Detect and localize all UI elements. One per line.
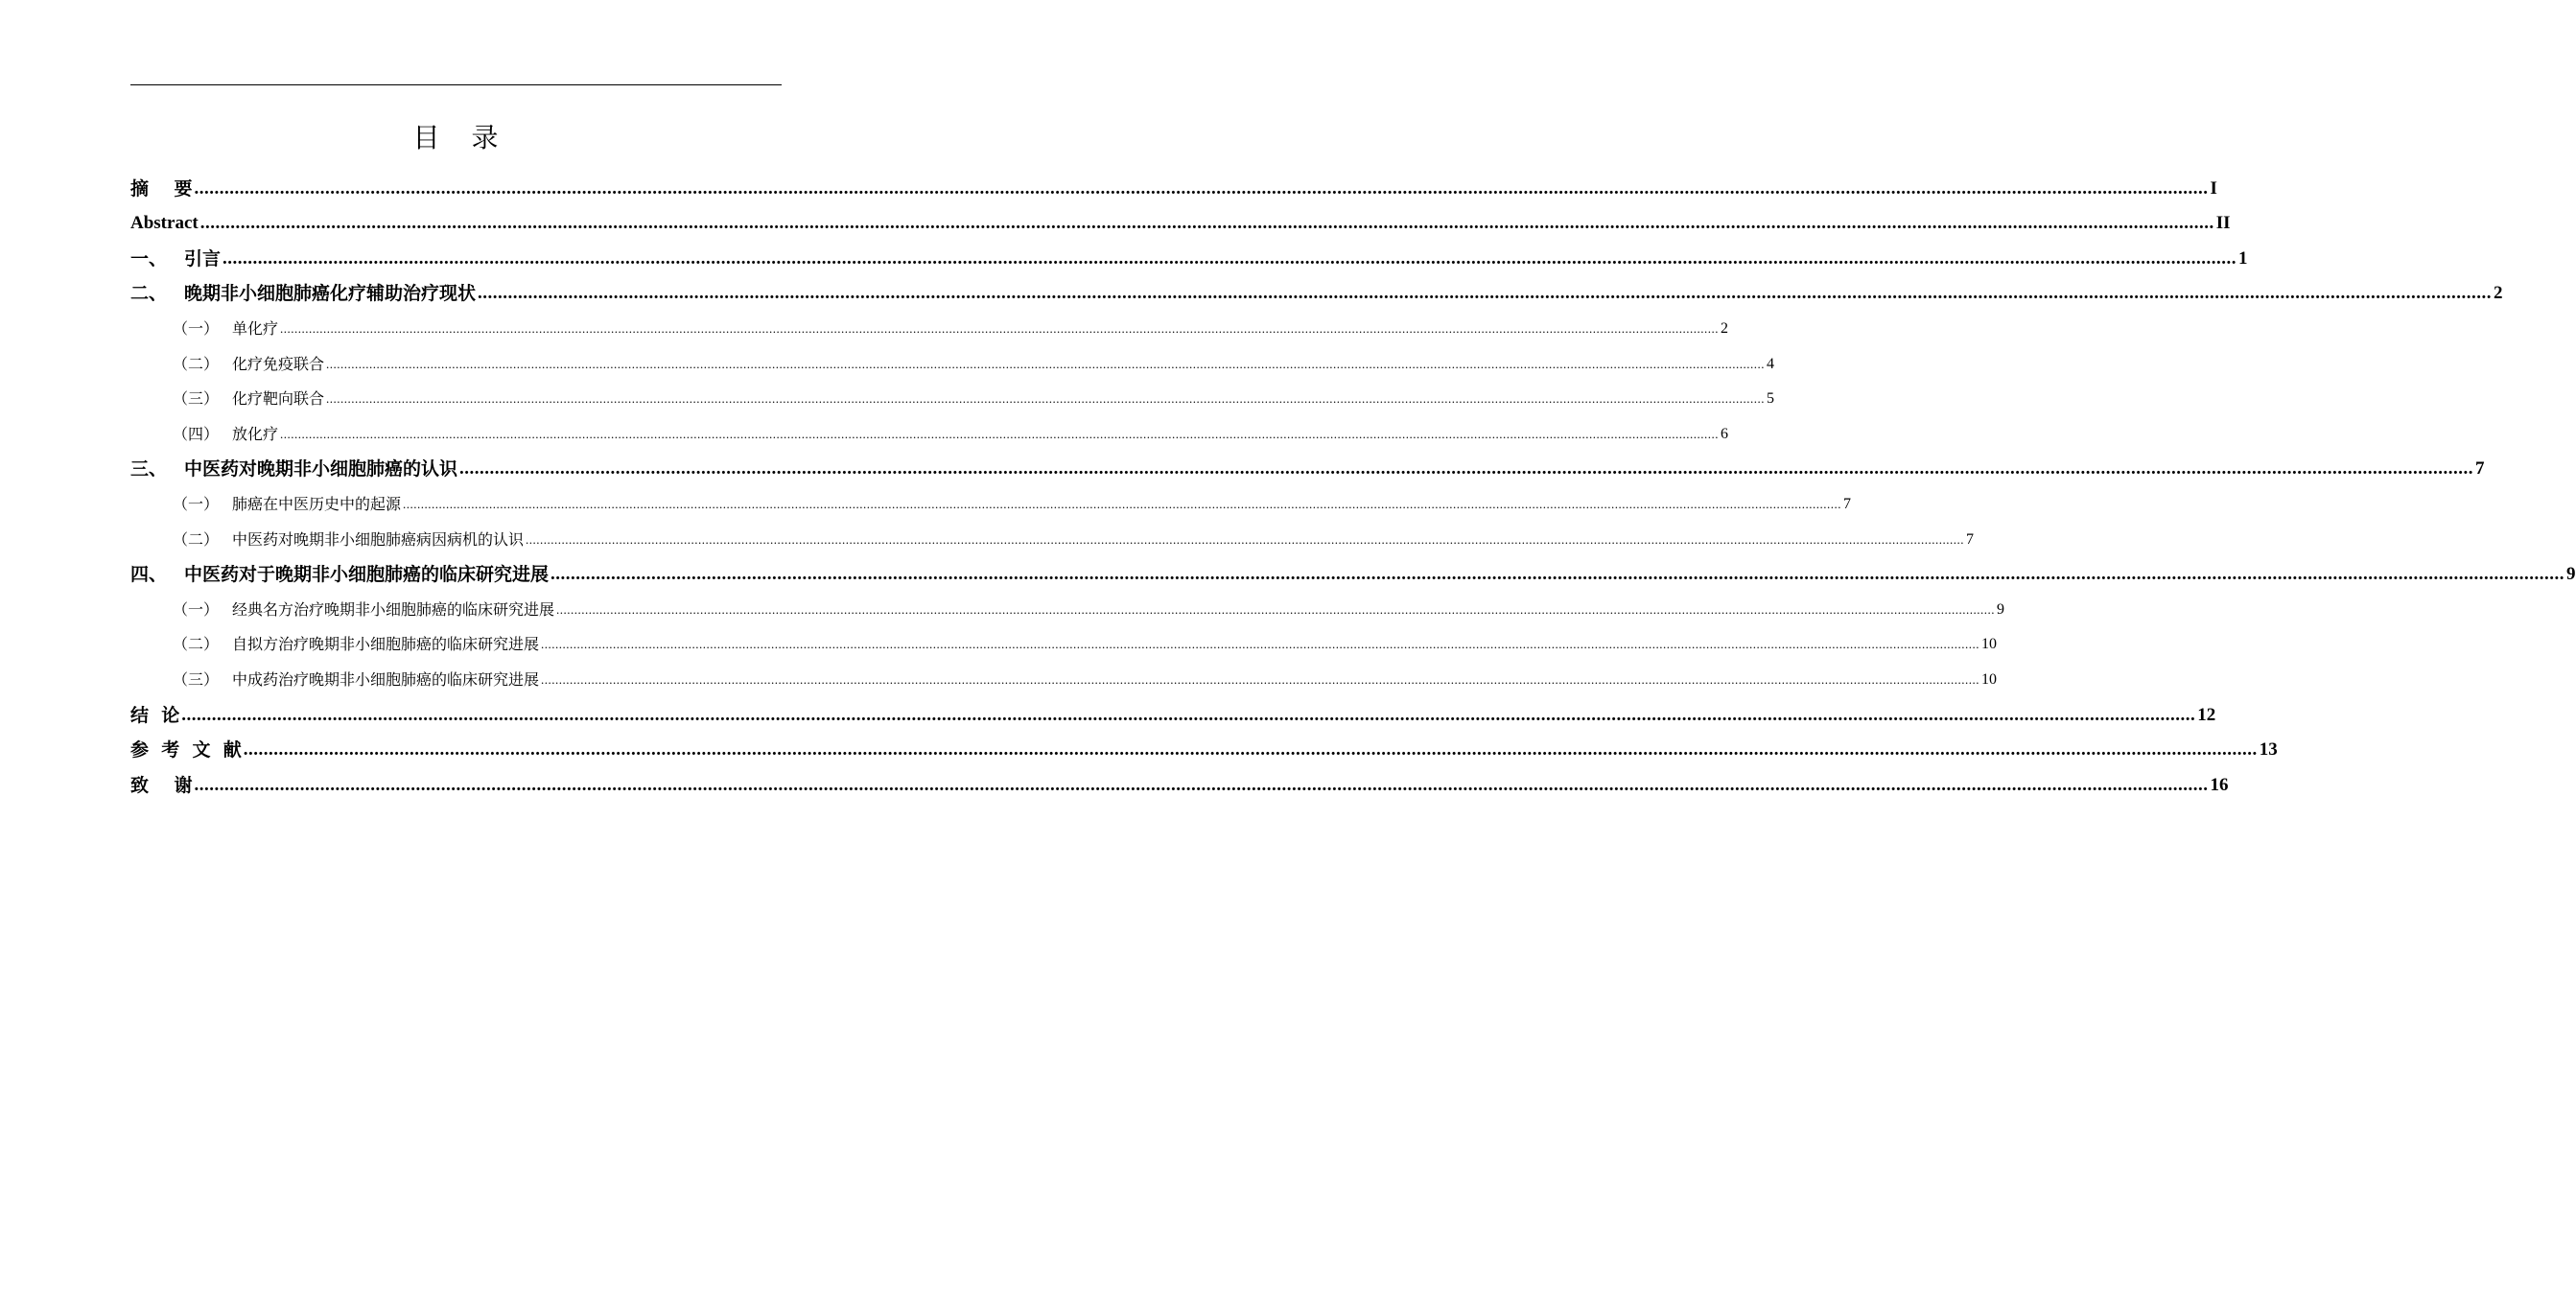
dot-leader: ................................................................................................................................................................................................................................................................................................................................................................................................................ <box>541 671 1980 687</box>
dot-leader: ................................................................................................................................................................................................................................................................................................................................................................................................................ <box>280 320 1720 336</box>
dot-leader: ................................................................................................................................................................................................................................................................................................................................................................................................................ <box>222 247 2237 269</box>
dot-leader: ................................................................................................................................................................................................................................................................................................................................................................................................................ <box>326 356 1766 371</box>
dot-leader: ................................................................................................................................................................................................................................................................................................................................................................................................................ <box>459 458 2474 480</box>
dot-leader: ................................................................................................................................................................................................................................................................................................................................................................................................................ <box>194 177 2209 199</box>
toc-entry[interactable] <box>130 382 1775 417</box>
toc-entry[interactable] <box>130 486 1852 522</box>
toc-entry-label: 中医药对于晚期非小细胞肺癌的临床研究进展 <box>184 564 550 586</box>
toc-entry-number: （三） <box>173 669 220 689</box>
toc-entry-page: 10 <box>1981 636 1998 653</box>
toc-entry-label: 经典名方治疗晚期非小细胞肺癌的临床研究进展 <box>232 599 555 619</box>
toc-entry-label: 摘 要 <box>130 177 193 199</box>
toc-entry-page: I <box>2210 177 2217 199</box>
toc-entry[interactable] <box>130 733 2278 768</box>
toc-entry-number: （二） <box>173 354 220 373</box>
toc-entry-label: Abstract <box>130 213 199 234</box>
toc-entry-number: 二、 <box>130 283 168 305</box>
toc-entry-label: 中医药对晚期非小细胞肺癌的认识 <box>184 458 458 480</box>
dot-leader: ................................................................................................................................................................................................................................................................................................................................................................................................................ <box>478 283 2493 304</box>
toc-entry[interactable] <box>130 206 2231 242</box>
toc-entry[interactable] <box>130 276 2503 312</box>
toc-entry[interactable] <box>130 767 2229 803</box>
toc-entry-number: （一） <box>173 494 220 513</box>
toc-entry[interactable] <box>130 416 1729 452</box>
dot-leader: ................................................................................................................................................................................................................................................................................................................................................................................................................ <box>181 704 2196 725</box>
toc-title: 目 录 <box>412 122 510 153</box>
toc-entry-page: 1 <box>2238 247 2248 269</box>
dot-leader: ................................................................................................................................................................................................................................................................................................................................................................................................................ <box>280 426 1720 441</box>
dot-leader: ................................................................................................................................................................................................................................................................................................................................................................................................................ <box>326 391 1766 407</box>
toc-entry-page: 7 <box>2475 458 2485 480</box>
toc-entry-page: 6 <box>1721 425 1729 442</box>
toc-entry[interactable] <box>130 662 1998 697</box>
toc-entry-number: （三） <box>173 389 220 409</box>
toc-entry-page: 10 <box>1981 670 1998 688</box>
toc-entry-number: 四、 <box>130 564 168 586</box>
dot-leader: ................................................................................................................................................................................................................................................................................................................................................................................................................ <box>556 601 1996 617</box>
toc-entry-number: 一、 <box>130 247 168 270</box>
dot-leader: ................................................................................................................................................................................................................................................................................................................................................................................................................ <box>541 637 1980 652</box>
toc-entry-page: 9 <box>2566 564 2576 585</box>
toc-entry-page: 13 <box>2259 739 2278 761</box>
toc-entry-page: 7 <box>1966 530 1975 548</box>
toc-entry-label: 自拟方治疗晚期非小细胞肺癌的临床研究进展 <box>232 635 540 654</box>
toc-entry-label: 结 论 <box>130 704 180 726</box>
toc-entry-number: （一） <box>173 318 220 338</box>
dot-leader: ................................................................................................................................................................................................................................................................................................................................................................................................................ <box>550 564 2565 585</box>
toc-entry-label: 中医药对晚期非小细胞肺癌病因病机的认识 <box>232 529 525 549</box>
toc-entry-label: 参 考 文 献 <box>130 739 242 762</box>
toc-entry-label: 致 谢 <box>130 774 193 796</box>
toc-entry-label: 单化疗 <box>232 318 279 338</box>
toc-entry-number: （二） <box>173 529 220 549</box>
toc-entry[interactable] <box>130 557 2576 593</box>
toc-entry-label: 化疗靶向联合 <box>232 389 325 409</box>
header-rule <box>130 84 782 85</box>
toc-entry-page: 2 <box>1721 319 1729 337</box>
toc-entry-label: 肺癌在中医历史中的起源 <box>232 494 402 513</box>
toc-entry[interactable] <box>130 311 1729 346</box>
dot-leader: ................................................................................................................................................................................................................................................................................................................................................................................................................ <box>526 531 1965 547</box>
toc-entry-page: 7 <box>1843 495 1852 512</box>
toc-entry[interactable] <box>130 697 2216 733</box>
dot-leader: ................................................................................................................................................................................................................................................................................................................................................................................................................ <box>194 774 2209 795</box>
dot-leader: ................................................................................................................................................................................................................................................................................................................................................................................................................ <box>243 739 2258 761</box>
toc-entry[interactable] <box>130 452 2485 487</box>
toc-entry-page: 9 <box>1997 600 2005 618</box>
toc-entry-label: 引言 <box>184 247 222 270</box>
toc-entry-page: 4 <box>1767 355 1775 372</box>
toc-entry-page: 16 <box>2210 774 2229 795</box>
toc-entry-page: 12 <box>2197 704 2216 725</box>
toc-entry-label: 化疗免疫联合 <box>232 354 325 373</box>
toc-entry[interactable] <box>130 241 2248 276</box>
table-of-contents <box>130 171 2576 803</box>
toc-entry[interactable] <box>130 346 1775 382</box>
toc-entry-number: 三、 <box>130 458 168 480</box>
dot-leader: ................................................................................................................................................................................................................................................................................................................................................................................................................ <box>403 496 1842 511</box>
toc-entry-number: （四） <box>173 424 220 443</box>
toc-entry-page: II <box>2215 213 2231 234</box>
dot-leader: ................................................................................................................................................................................................................................................................................................................................................................................................................ <box>199 213 2214 234</box>
toc-entry[interactable] <box>130 522 1975 557</box>
toc-entry[interactable] <box>130 627 1998 663</box>
toc-entry-page: 2 <box>2494 283 2503 304</box>
toc-entry-label: 放化疗 <box>232 424 279 443</box>
toc-entry-page: 5 <box>1767 390 1775 408</box>
toc-entry-number: （一） <box>173 599 220 619</box>
toc-entry[interactable] <box>130 171 2217 206</box>
toc-entry-number: （二） <box>173 635 220 654</box>
toc-entry-label: 晚期非小细胞肺癌化疗辅助治疗现状 <box>184 283 477 305</box>
toc-entry[interactable] <box>130 592 2005 627</box>
toc-entry-label: 中成药治疗晚期非小细胞肺癌的临床研究进展 <box>232 669 540 689</box>
